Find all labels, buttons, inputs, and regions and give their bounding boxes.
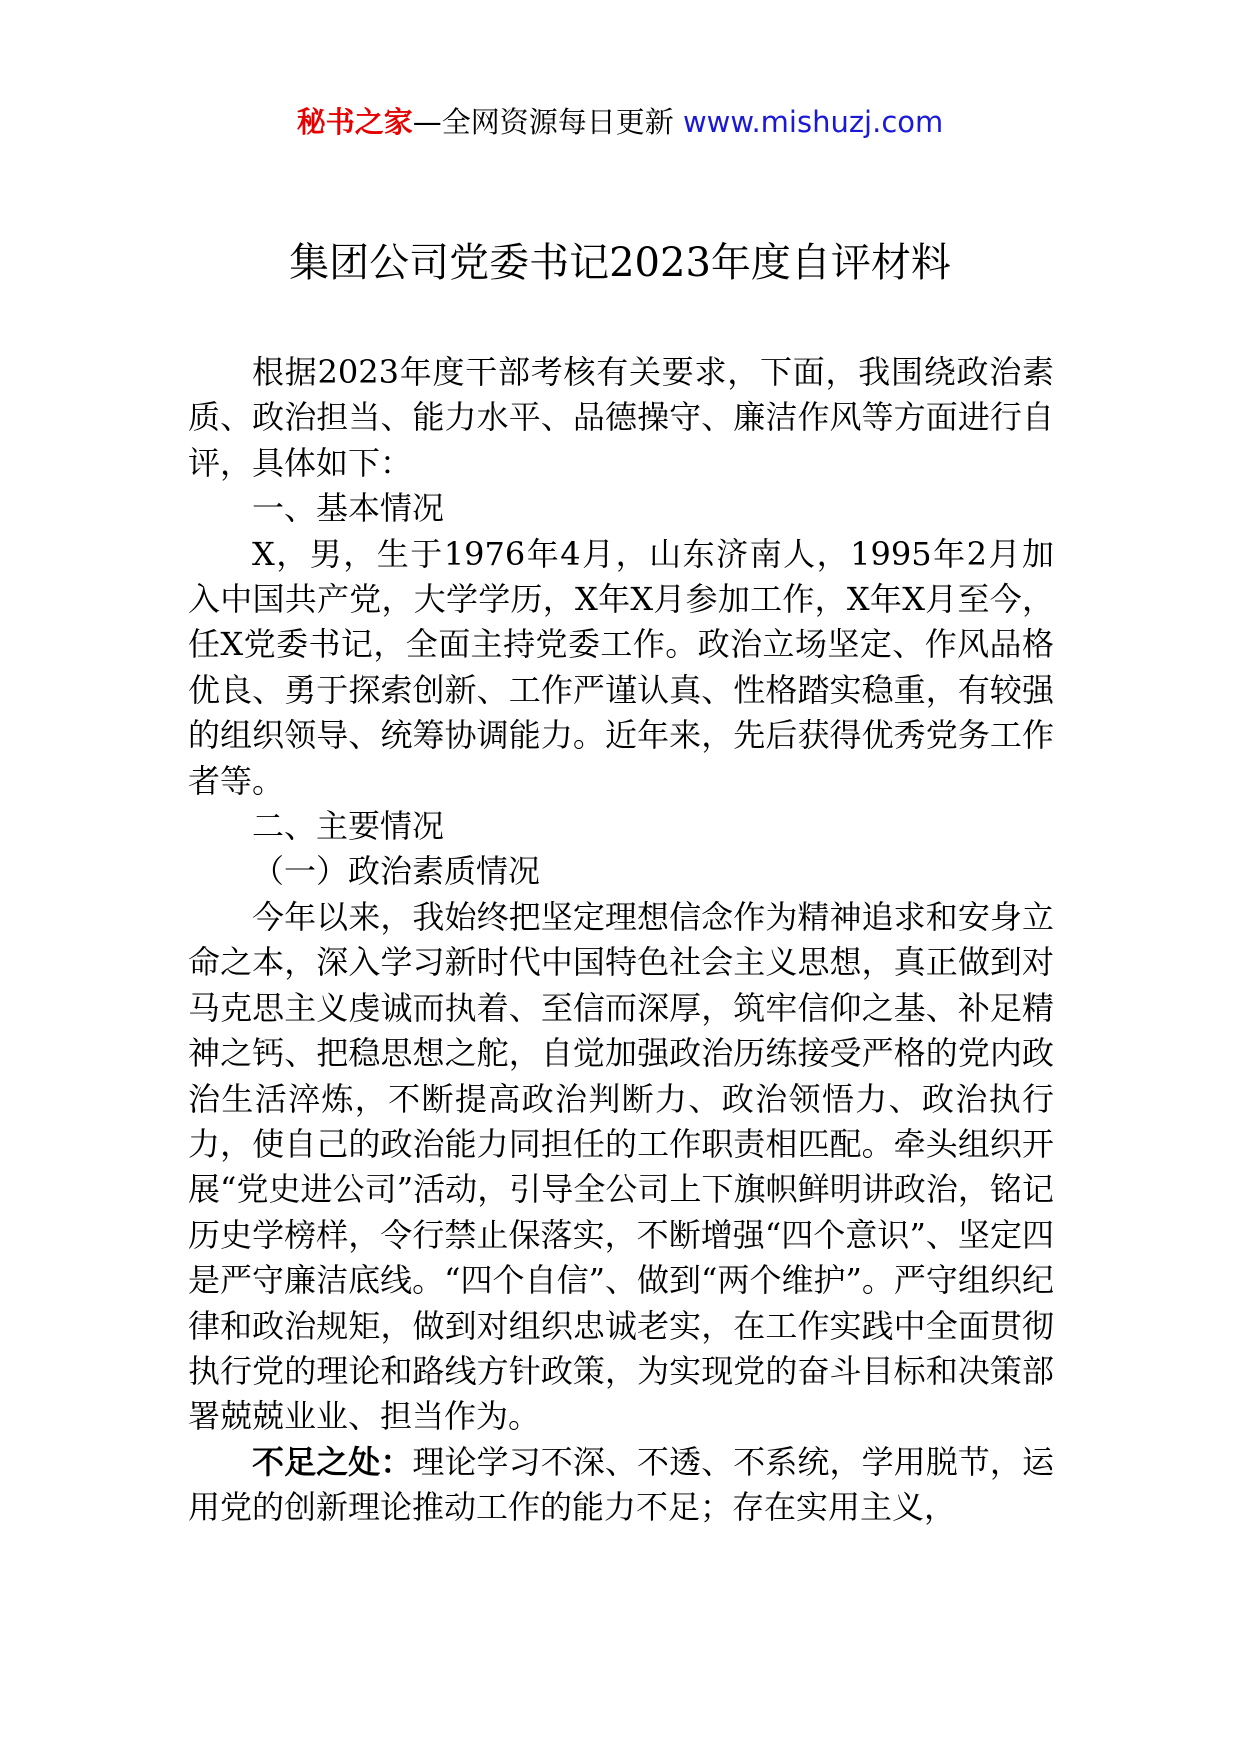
document-body bbox=[188, 350, 1054, 1531]
document-title: 集团公司党委书记2023年度自评材料 bbox=[289, 240, 951, 286]
section-heading-basic-info: 一、基本情况 bbox=[252, 489, 445, 528]
intro-paragraph: 根据2023年度干部考核有关要求，下面，我围绕政治素质、政治担当、能力水平、品德操守、廉洁作风等方面进行自评，具体如下： bbox=[188, 353, 1054, 482]
site-slogan: —全网资源每日更新 bbox=[412, 105, 683, 139]
site-url-link[interactable]: www.mishuzj.com bbox=[682, 105, 944, 139]
subsection-heading-political-quality: （一）政治素质情况 bbox=[252, 852, 541, 891]
site-brand: 秘书之家 bbox=[296, 105, 413, 139]
shortcomings-label: 不足之处： bbox=[252, 1442, 413, 1481]
shortcomings-text: 理论学习不深、不透、不系统，学用脱节，运用党的创新理论推动工作的能力不足；存在实用主义， bbox=[188, 1442, 1054, 1527]
site-header bbox=[0, 100, 1240, 144]
section-heading-main-info: 二、主要情况 bbox=[252, 807, 445, 846]
shortcomings-paragraph bbox=[188, 1440, 1054, 1531]
basic-info-paragraph: X，男，生于1976年4月，山东济南人，1995年2月加入中国共产党，大学学历，X年X月参加工作，X年X月至今，任X党委书记，全面主持党委工作。政治立场坚定、作风品格优良、勇于探索创新、工作严谨认真、性格踏实稳重，有较强的组织领导、统筹协调能力。近年来，先后获得优秀党务工作者等。 bbox=[188, 534, 1054, 800]
political-quality-paragraph: 今年以来，我始终把坚定理想信念作为精神追求和安身立命之本，深入学习新时代中国特色社会主义思想，真正做到对马克思主义虔诚而执着、至信而深厚，筑牢信仰之基、补足精神之钙、把稳思想之舵，自觉加强政治历练接受严格的党内政治生活淬炼，不断提高政治判断力、政治领悟力、政治执行力，使自己的政治能力同担任的工作职责相匹配。牵头组织开展“党史进公司”活动，引导全公司上下旗帜鲜明讲政治，铭记历史学榜样，令行禁止保落实，不断增强“四个意识”、坚定四是严守廉洁底线。“四个自信”、做到“两个维护”。严守组织纪律和政治规矩，做到对组织忠诚老实，在工作实践中全面贯彻执行党的理论和路线方针政策，为实现党的奋斗目标和决策部署兢兢业业、担当作为。 bbox=[188, 897, 1054, 1436]
